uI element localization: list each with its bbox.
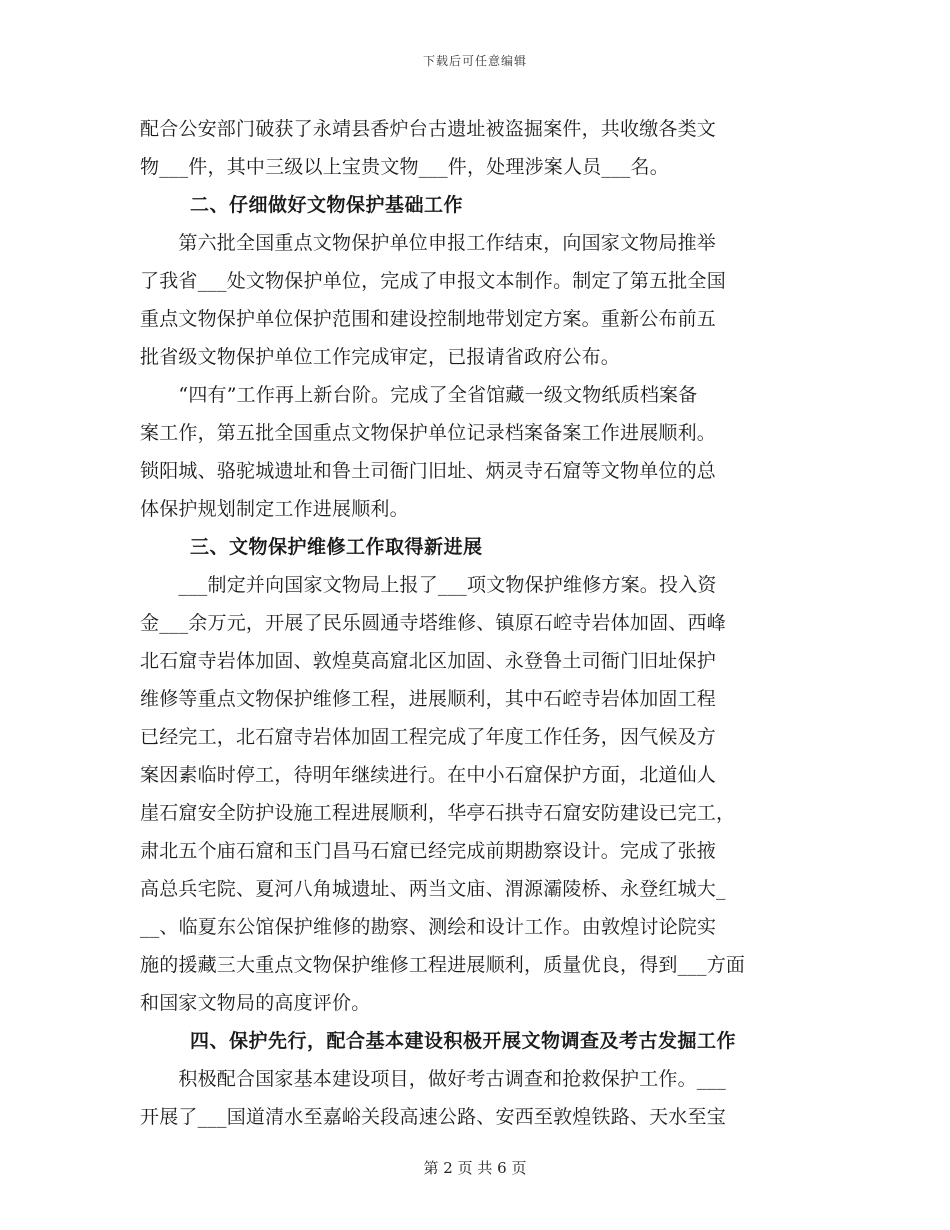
text-line: 重点文物保护单位保护范围和建设控制地带划定方案。重新公布前五 [140, 308, 717, 330]
text-line: 体保护规划制定工作进展顺利。 [140, 498, 409, 520]
text-line: 锁阳城、骆驼城遗址和鲁土司衙门旧址、炳灵寺石窟等文物单位的总 [140, 460, 717, 482]
text-line: 案工作，第五批全国重点文物保护单位记录档案备案工作进展顺利。 [140, 422, 717, 444]
text-line: 肃北五个庙石窟和玉门昌马石窟已经完成前期勘察设计。完成了张掖 [140, 840, 717, 862]
text-line: 高总兵宅院、夏河八角城遗址、两当文庙、渭源灞陵桥、永登红城大_ [140, 878, 726, 900]
paragraph [140, 566, 800, 1022]
page-header: 下载后可任意编辑 [422, 54, 527, 68]
paragraph [140, 224, 800, 376]
page-number: 第 2 页 共 6 页 [423, 1159, 527, 1177]
document-body [140, 110, 800, 1136]
section-heading-3: 三、文物保护维修工作取得新进展 [190, 536, 483, 558]
text-line: 和国家文物局的高度评价。 [140, 992, 371, 1014]
text-line: 北石窟寺岩体加固、敦煌莫高窟北区加固、永登鲁土司衙门旧址保护 [140, 650, 717, 672]
text-line: 配合公安部门破获了永靖县香炉台古遗址被盗掘案件，共收缴各类文 [140, 118, 717, 140]
text-line: 第六批全国重点文物保护单位申报工作结束，向国家文物局推举 [140, 232, 717, 254]
paragraph [140, 1060, 800, 1136]
text-line: 施的援藏三大重点文物保护维修工程进展顺利，质量优良，得到___方面 [140, 954, 746, 976]
text-line: 崖石窟安全防护设施工程进展顺利，华亭石拱寺石窟安防建设已完工， [140, 802, 736, 824]
paragraph [140, 376, 800, 528]
text-line: 积极配合国家基本建设项目，做好考古调查和抢救保护工作。___ [140, 1068, 726, 1090]
text-line: 已经完工，北石窟寺岩体加固工程完成了年度工作任务，因气候及方 [140, 726, 717, 748]
paragraph [140, 110, 800, 186]
text-line: 金___余万元，开展了民乐圆通寺塔维修、镇原石崆寺岩体加固、西峰 [140, 612, 726, 634]
text-line: 物___件，其中三级以上宝贵文物___件，处理涉案人员___名。 [140, 156, 669, 178]
text-line: ___制定并向国家文物局上报了___项文物保护维修方案。投入资 [140, 574, 717, 596]
text-line: __、临夏东公馆保护维修的勘察、测绘和设计工作。由敦煌讨论院实 [140, 916, 717, 938]
text-line: “四有”工作再上新台阶。完成了全省馆藏一级文物纸质档案备 [140, 384, 698, 406]
section-heading-4: 四、保护先行，配合基本建设积极开展文物调查及考古发掘工作 [190, 1030, 737, 1052]
text-line: 开展了___国道清水至嘉峪关段高速公路、安西至敦煌铁路、天水至宝 [140, 1106, 726, 1128]
section-heading-2: 二、仔细做好文物保护基础工作 [190, 194, 464, 216]
text-line: 了我省___处文物保护单位，完成了申报文本制作。制定了第五批全国 [140, 270, 726, 292]
text-line: 维修等重点文物保护维修工程，进展顺利，其中石崆寺岩体加固工程 [140, 688, 717, 710]
text-line: 案因素临时停工，待明年继续进行。在中小石窟保护方面，北道仙人 [140, 764, 717, 786]
text-line: 批省级文物保护单位工作完成审定，已报请省政府公布。 [140, 346, 621, 368]
